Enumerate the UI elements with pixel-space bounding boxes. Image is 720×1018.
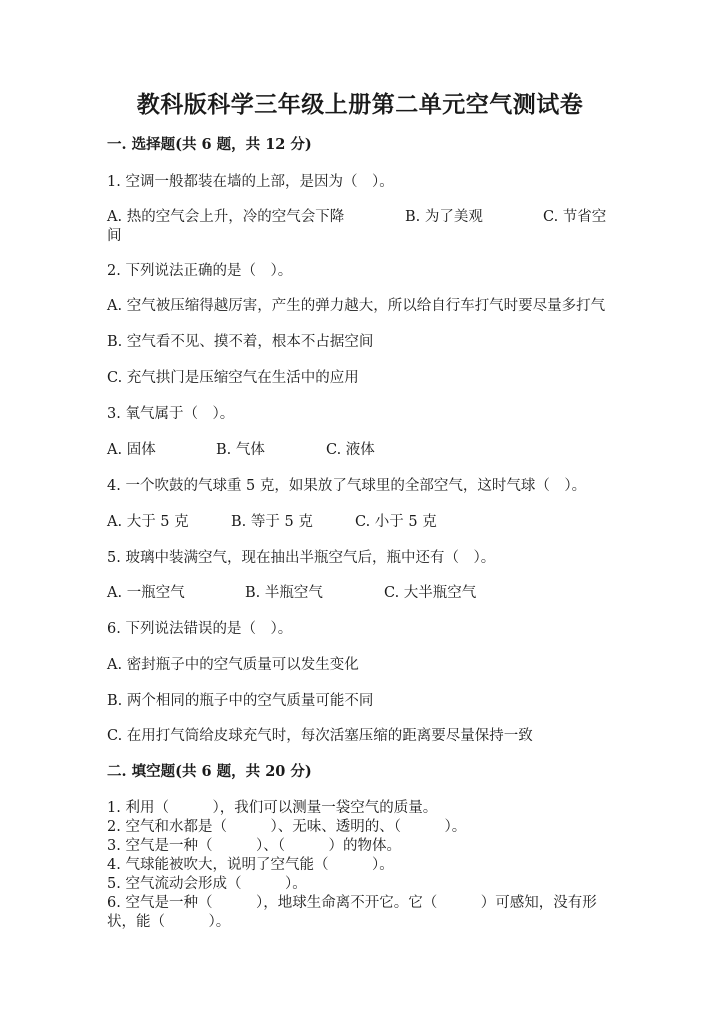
question-6-option-b: B. 两个相同的瓶子中的空气质量可能不同 xyxy=(107,693,374,709)
question-3-option-c: C. 液体 xyxy=(326,442,375,458)
fill-question-3: 3. 空气是一种（ ）、（ ）的物体。 xyxy=(107,838,401,854)
fill-question-6-wrap: 状，能（ ）。 xyxy=(107,914,231,930)
question-2-option-c: C. 充气拱门是压缩空气在生活中的应用 xyxy=(107,370,359,386)
section-heading-fill-in: 二. 填空题(共 6 题，共 20 分) xyxy=(107,763,312,780)
question-5-option-c: C. 大半瓶空气 xyxy=(384,585,477,601)
question-4-stem: 4. 一个吹鼓的气球重 5 克，如果放了气球里的全部空气，这时气球（ ）。 xyxy=(107,478,587,494)
question-1-option-b: B. 为了美观 xyxy=(405,209,483,225)
fill-question-1: 1. 利用（ ），我们可以测量一袋空气的质量。 xyxy=(107,800,438,816)
question-6-stem: 6. 下列说法错误的是（ ）。 xyxy=(107,621,293,637)
question-6-option-a: A. 密封瓶子中的空气质量可以发生变化 xyxy=(107,657,359,673)
page-title: 教科版科学三年级上册第二单元空气测试卷 xyxy=(136,91,584,118)
question-3-option-a: A. 固体 xyxy=(107,442,156,458)
question-2-stem: 2. 下列说法正确的是（ ）。 xyxy=(107,263,293,279)
question-2-option-a: A. 空气被压缩得越厉害，产生的弹力越大，所以给自行车打气时要尽量多打气 xyxy=(107,298,606,314)
question-4-option-a: A. 大于 5 克 xyxy=(107,514,189,530)
question-1-option-c-wrap: 间 xyxy=(107,228,122,244)
question-5-stem: 5. 玻璃中装满空气，现在抽出半瓶空气后，瓶中还有（ ）。 xyxy=(107,550,496,566)
fill-question-6: 6. 空气是一种（ ），地球生命离不开它。它（ ）可感知，没有形 xyxy=(107,895,597,911)
question-3-option-b: B. 气体 xyxy=(216,442,265,458)
fill-question-4: 4. 气球能被吹大，说明了空气能（ ）。 xyxy=(107,857,394,873)
question-4-option-b: B. 等于 5 克 xyxy=(231,514,313,530)
question-2-option-b: B. 空气看不见、摸不着，根本不占据空间 xyxy=(107,334,374,350)
section-heading-multiple-choice: 一. 选择题(共 6 题，共 12 分) xyxy=(107,136,312,153)
question-5-option-a: A. 一瓶空气 xyxy=(107,585,185,601)
fill-question-5: 5. 空气流动会形成（ ）。 xyxy=(107,876,307,892)
question-1-option-a: A. 热的空气会上升，冷的空气会下降 xyxy=(107,209,345,225)
question-1-option-c: C. 节省空 xyxy=(543,209,607,225)
question-4-option-c: C. 小于 5 克 xyxy=(355,514,437,530)
question-3-stem: 3. 氧气属于（ ）。 xyxy=(107,406,235,422)
fill-question-2: 2. 空气和水都是（ ）、无味、透明的、（ ）。 xyxy=(107,819,467,835)
question-6-option-c: C. 在用打气筒给皮球充气时，每次活塞压缩的距离要尽量保持一致 xyxy=(107,728,533,744)
question-1-stem: 1. 空调一般都装在墙的上部，是因为（ ）。 xyxy=(107,174,394,190)
question-5-option-b: B. 半瓶空气 xyxy=(245,585,323,601)
